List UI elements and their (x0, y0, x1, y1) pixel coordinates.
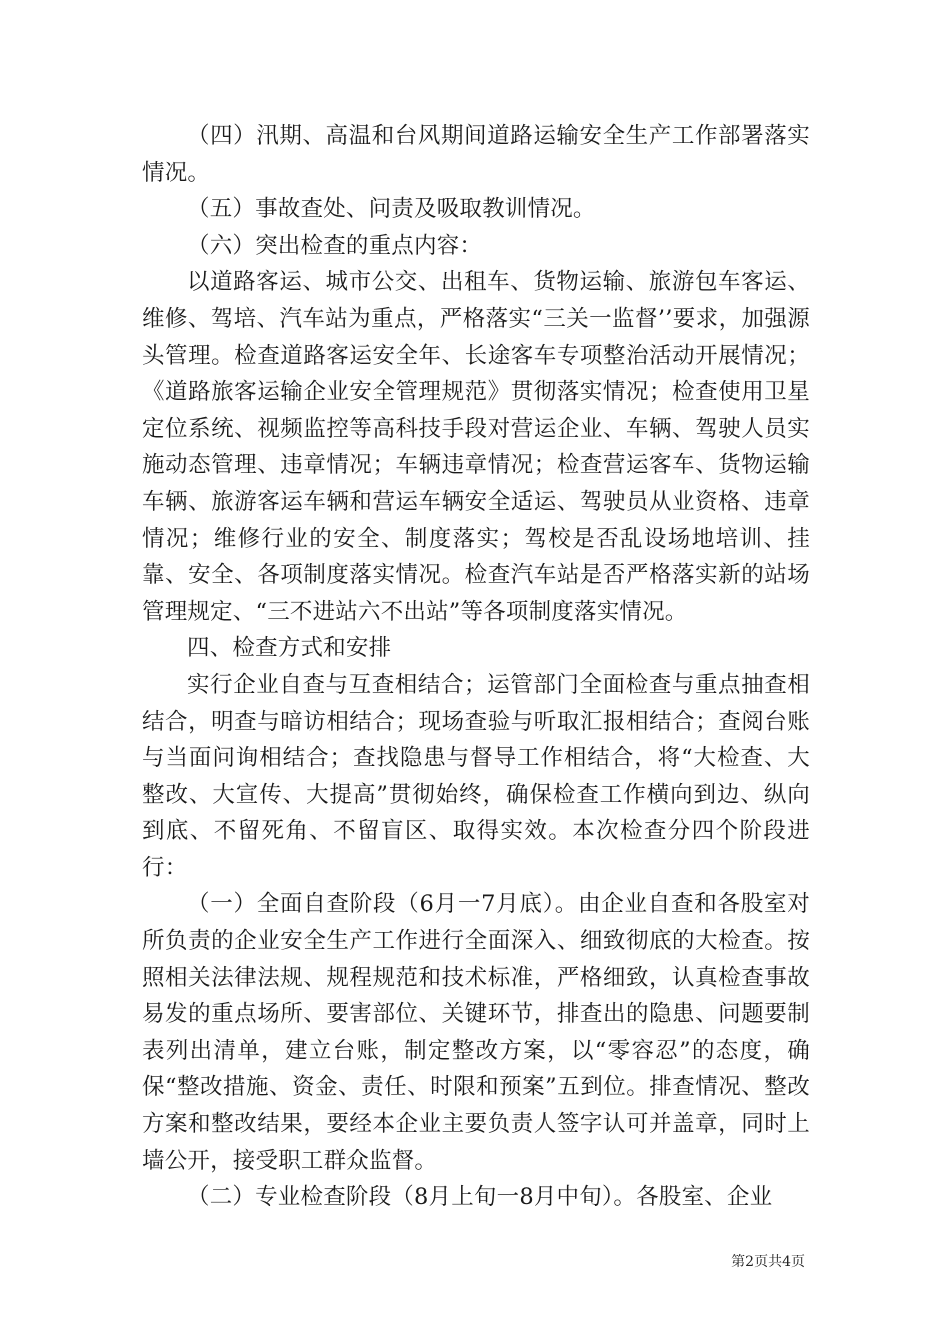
paragraph-methods: 实行企业自查与互查相结合；运管部门全面检查与重点抽查相结合，明查与暗访相结合；现场查验与听取汇报相结合；查阅台账与当面问询相结合；查找隐患与督导工作相结合，将“大检查、大整改、大宣传、大提高”贯彻始终，确保检查工作横向到边、纵向到底、不留死角、不留盲区、取得实效。本次检查分四个阶段进行： (142, 671, 810, 881)
page-number: 第2页共4页 (731, 1254, 805, 1270)
section-heading-4: 四、检查方式和安排 (187, 635, 392, 662)
document-body (142, 118, 810, 1216)
paragraph-item-4: （四）汛期、高温和台风期间道路运输安全生产工作部署落实情况。 (142, 123, 810, 186)
paragraph-phase-2: （二）专业检查阶段（8月上旬一8月中旬）。各股室、企业 (187, 1184, 773, 1211)
paragraph-item-6: （六）突出检查的重点内容： (187, 232, 483, 259)
paragraph-item-5: （五）事故查处、问责及吸取教训情况。 (187, 196, 596, 223)
paragraph-phase-1: （一）全面自查阶段（6月一7月底）。由企业自查和各股室对所负责的企业安全生产工作进行全面深入、细致彻底的大检查。按照相关法律法规、规程规范和技术标准，严格细致，认真检查事故易发的重点场所、要害部位、关键环节，排查出的隐患、问题要制表列出清单，建立台账，制定整改方案，以“零容忍”的态度，确保“整改措施、资金、责任、时限和预案”五到位。排查情况、整改方案和整改结果，要经本企业主要负责人签字认可并盖章，同时上墙公开，接受职工群众监督。 (142, 891, 810, 1174)
paragraph-key-content: 以道路客运、城市公交、出租车、货物运输、旅游包车客运、维修、驾培、汽车站为重点，严格落实“三关一监督’’要求，加强源头管理。检查道路客运安全年、长途客车专项整治活动开展情况；《道路旅客运输企业安全管理规范》贯彻落实情况；检查使用卫星定位系统、视频监控等高科技手段对营运企业、车辆、驾驶人员实施动态管理、违章情况；车辆违章情况；检查营运客车、货物运输车辆、旅游客运车辆和营运车辆安全适运、驾驶员从业资格、违章情况；维修行业的安全、制度落实；驾校是否乱设场地培训、挂靠、安全、各项制度落实情况。检查汽车站是否严格落实新的站场管理规定、“三不进站六不出站”等各项制度落实情况。 (142, 269, 810, 625)
